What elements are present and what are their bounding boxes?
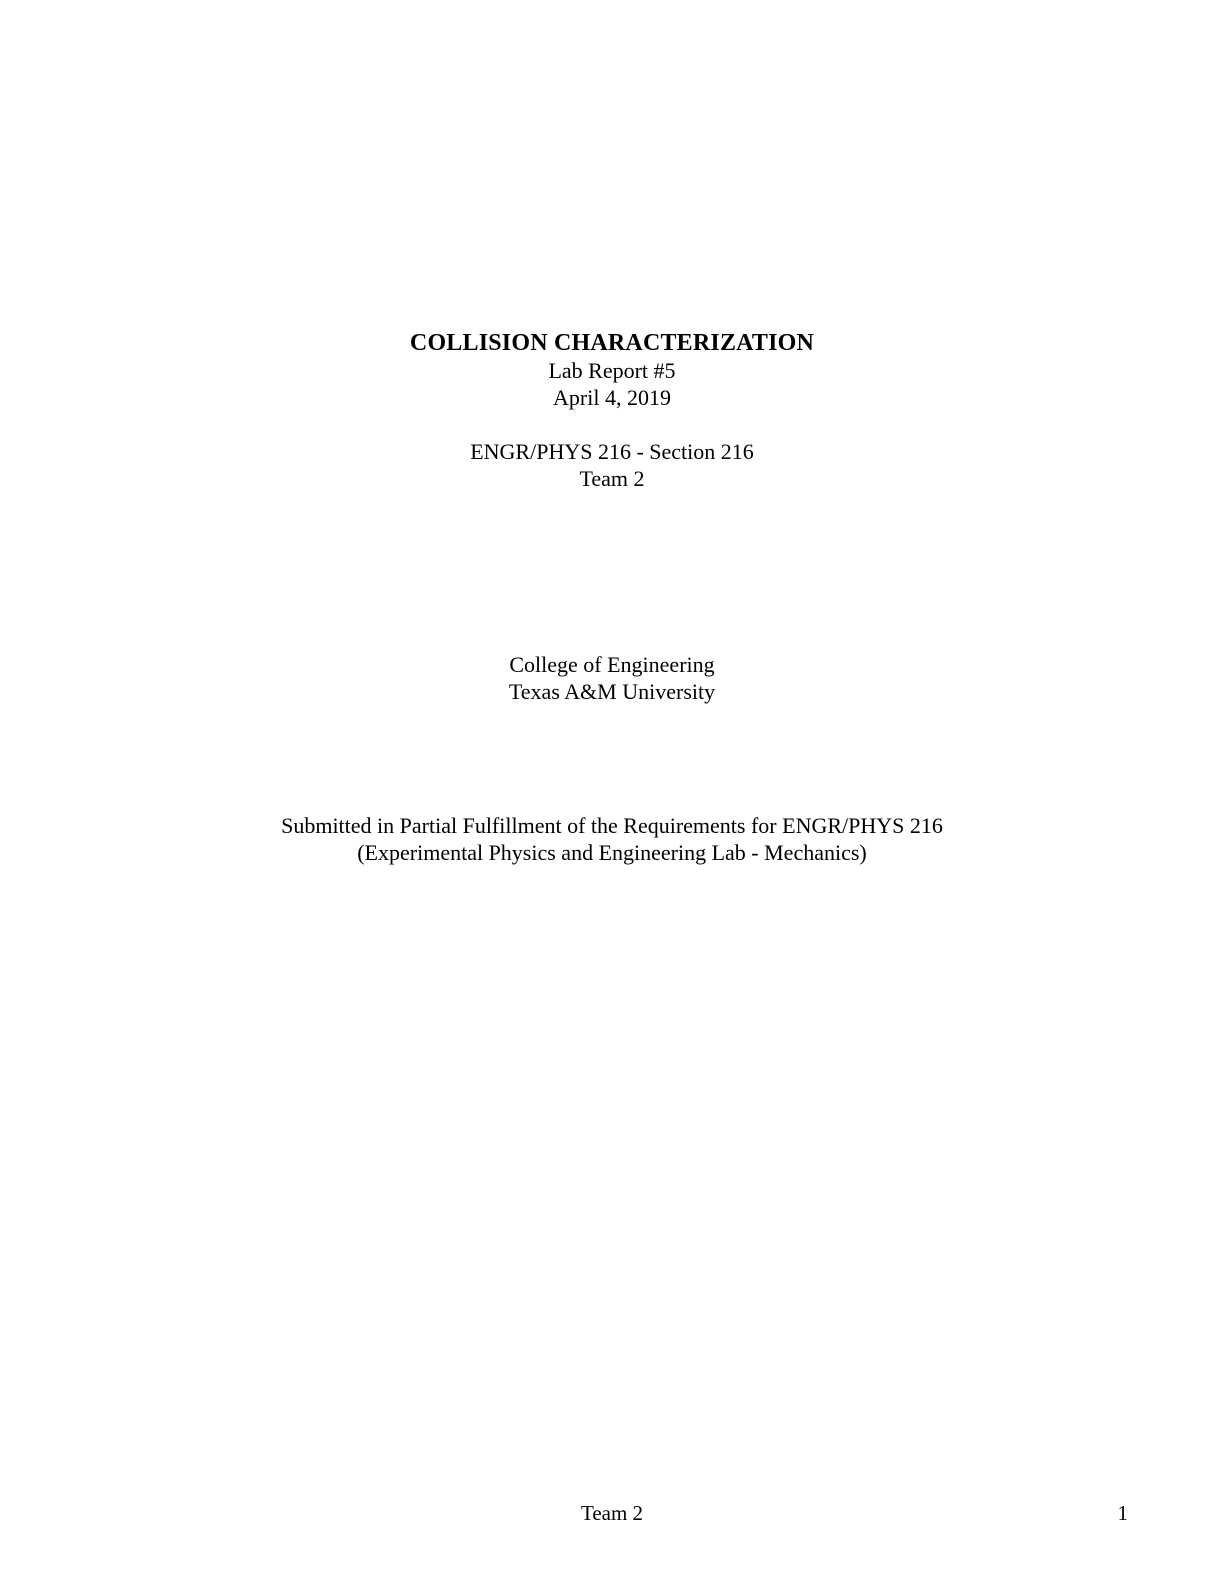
title-block — [0, 330, 1224, 492]
course-section: ENGR/PHYS 216 - Section 216 — [470, 439, 754, 464]
report-date: April 4, 2019 — [553, 385, 671, 410]
page-footer — [0, 1500, 1224, 1526]
team-name: Team 2 — [579, 466, 645, 491]
university-name: Texas A&M University — [508, 679, 716, 704]
affiliation-block — [0, 651, 1224, 705]
submission-line-1: Submitted in Partial Fulfillment of the Requirements for ENGR/PHYS 216 — [281, 813, 943, 838]
page-title: COLLISION CHARACTERIZATION — [409, 330, 815, 356]
title-spacer — [0, 411, 1224, 438]
college-name: College of Engineering — [509, 652, 715, 677]
footer-team-label: Team 2 — [580, 1501, 644, 1525]
submission-block — [0, 812, 1224, 866]
report-number: Lab Report #5 — [548, 358, 676, 383]
footer-page-number: 1 — [1117, 1501, 1128, 1525]
submission-line-2: (Experimental Physics and Engineering Lab - Mechanics) — [357, 840, 867, 865]
